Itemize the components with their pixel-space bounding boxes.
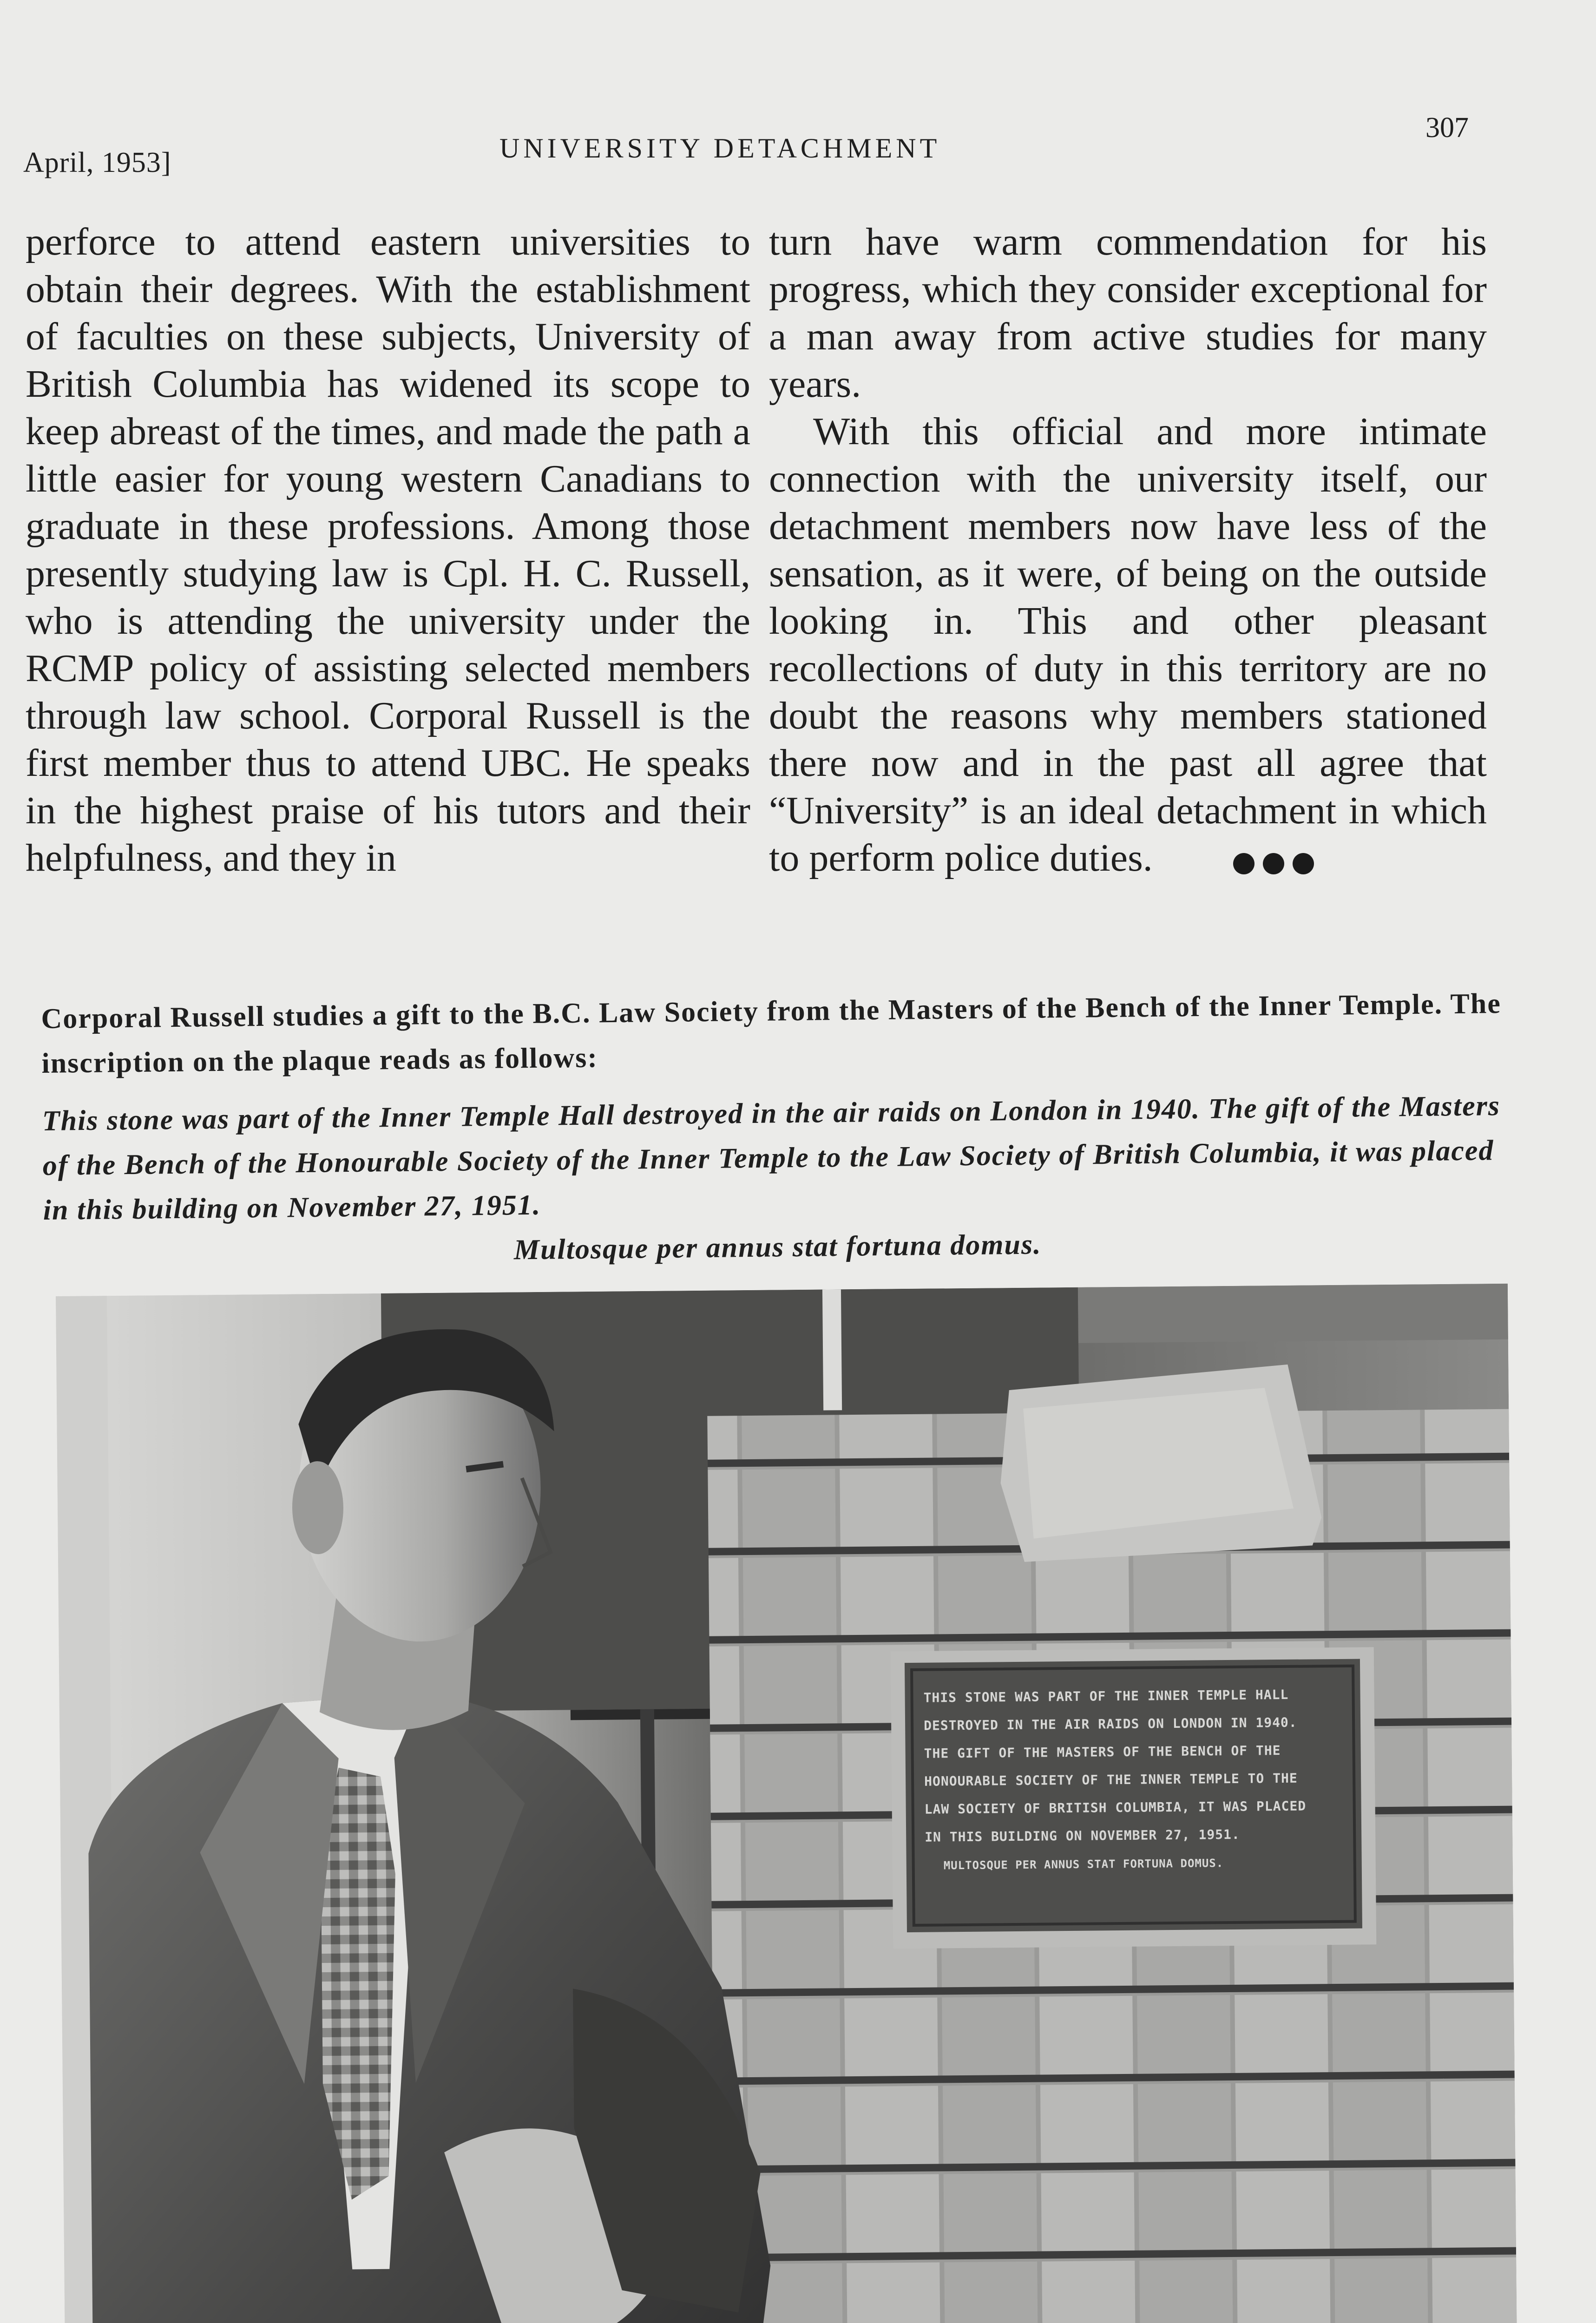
right-column [769,218,1487,886]
running-header [0,100,1596,193]
issue-date: April, 1953] [23,147,171,178]
right-column-paragraph-2: With this official and more intimate connection with the university itself, our detachment members now have less of the sensation, as it were, of being on the outside looking in. This and other pleasant recollections of duty in this territory are no doubt the reasons why members stationed there now and in the past all agree that “University” is an ideal detachment in which to perform police duties. [769,410,1487,879]
plaque-line-4: HONOURABLE SOCIETY OF THE INNER TEMPLE TO THE [924,1770,1298,1789]
plaque-line-7: MULTOSQUE PER ANNUS STAT FORTUNA DOMUS. [943,1857,1224,1872]
end-of-article-dots [1181,838,1314,886]
page-number: 307 [1425,112,1469,144]
caption-motto: Multosque per annus stat fortuna domus. [513,1228,1042,1266]
left-column [26,218,750,882]
running-title: UNIVERSITY DETACHMENT [499,133,941,164]
plaque-line-2: DESTROYED IN THE AIR RAIDS ON LONDON IN 1940. [923,1714,1297,1733]
left-column-paragraph: perforce to attend eastern universities to obtain their degrees. With the establishment of faculties on these subjects, University of British Columbia has widened its scope to keep abreast of the times, and made the path a little easier for young western Canadians to graduate in these professions. Among those presently studying law is Cpl. H. C. Russell, who is attending the university under the RCMP policy of assisting selected members through law school. Corporal Russell is the first member thus to attend UBC. He speaks in the highest praise of his tutors and their helpfulness, and they in [26,220,750,879]
plaque-line-6: IN THIS BUILDING ON NOVEMBER 27, 1951. [925,1826,1240,1845]
caption-lead: Corporal Russell studies a gift to the B.C. Law Society from the Masters of the Bench of the Inner Temple. The inscription on the plaque reads as follows: [41,988,1502,1079]
caption-inscription [42,1083,1512,1277]
plaque-line-3: THE GIFT OF THE MASTERS OF THE BENCH OF THE [924,1743,1281,1761]
photo-caption [41,981,1512,1277]
plaque-line-5: LAW SOCIETY OF BRITISH COLUMBIA, IT WAS PLACED [924,1798,1307,1817]
right-column-paragraph-1: turn have warm commendation for his progress, which they consider exceptional for a man away from active studies for many years. [769,220,1487,406]
caption-inscription-text: This stone was part of the Inner Temple Hall destroyed in the air raids on London in 1940. The gift of the Masters of the Bench of the Honourable Society of the Inner Temple to the Law Society of British Columbia, it was placed in this building on November 27, 1951. [42,1090,1501,1226]
plaque-line-1: THIS STONE WAS PART OF THE INNER TEMPLE HALL [923,1686,1289,1706]
photograph-corporal-russell [56,1284,1518,2323]
